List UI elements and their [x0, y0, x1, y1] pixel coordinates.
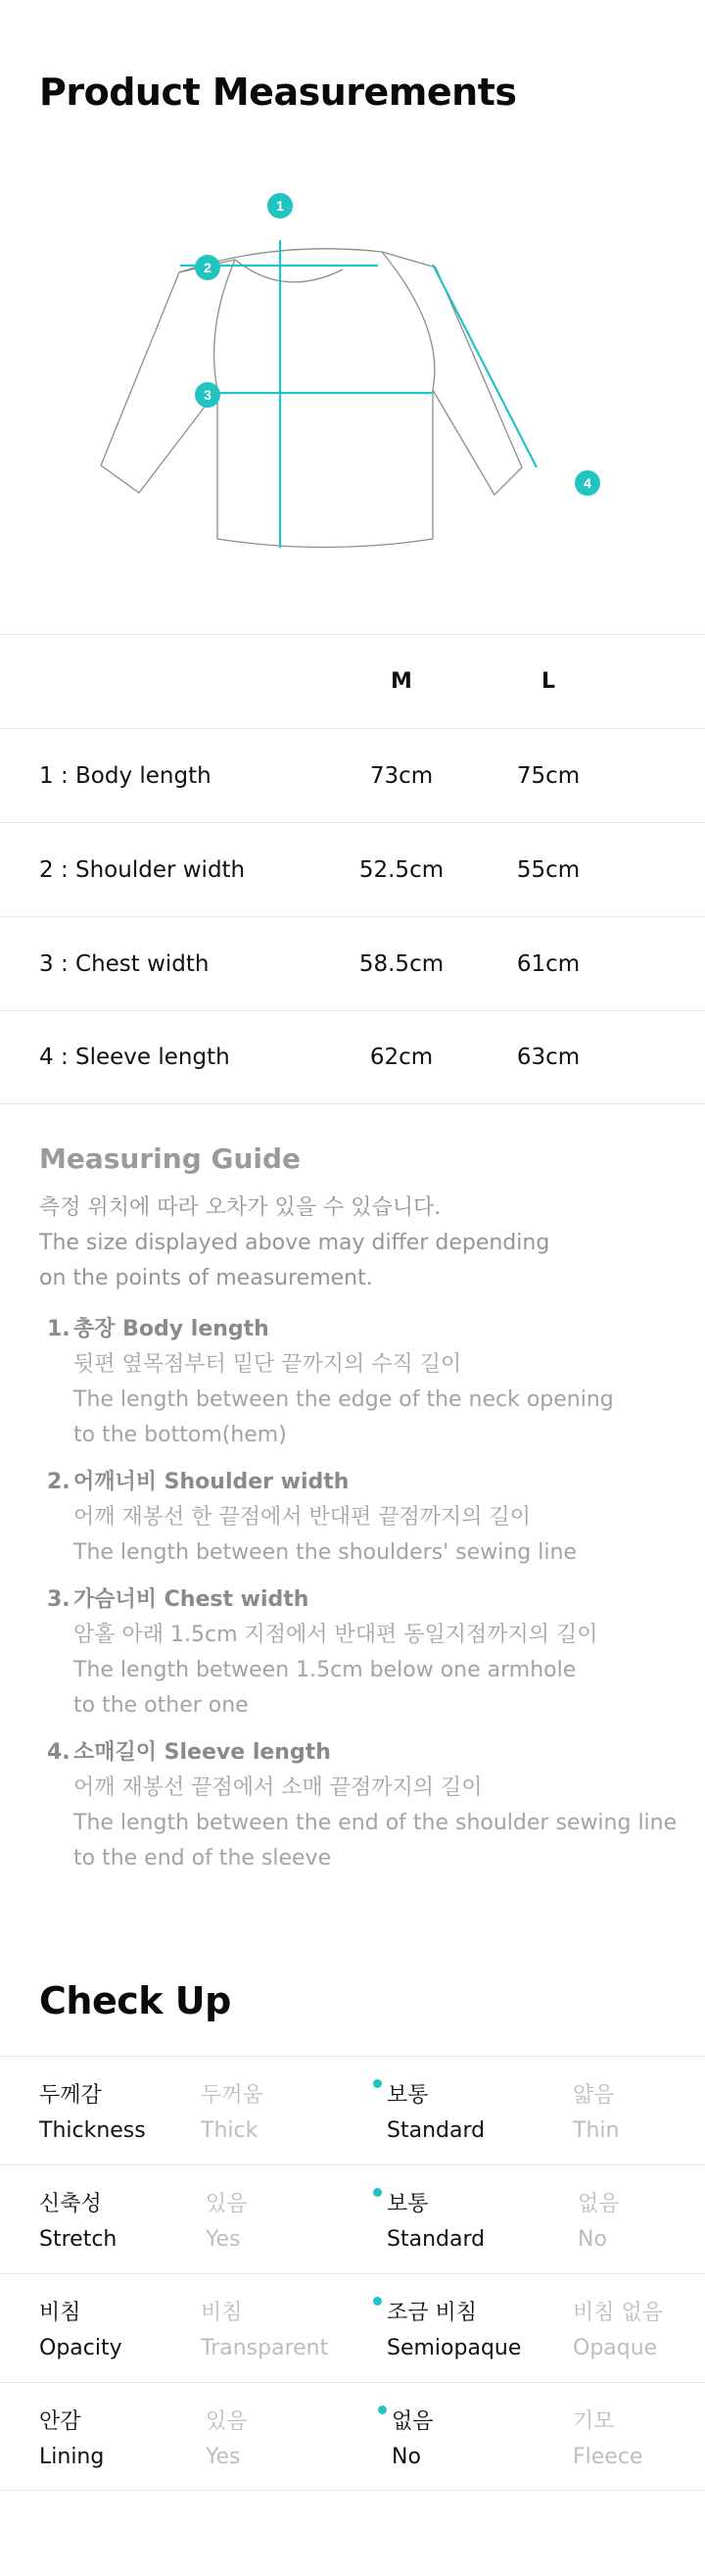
option-3: [573, 2405, 642, 2475]
option-3: [573, 2078, 619, 2149]
size-l-header: L: [540, 669, 556, 694]
option-1: [206, 2405, 248, 2475]
label-ko: 신축성: [39, 2192, 102, 2216]
item-text: 암홀 아래 1.5cm 지점에서 반대편 동일지점까지의 길이: [73, 1623, 598, 1647]
item-text: The length between the end of the shoulder sewing line: [73, 1811, 678, 1835]
marker-4-label: 4: [584, 475, 591, 491]
option-en: Semiopaque: [387, 2336, 522, 2360]
label-ko: 비침: [39, 2301, 81, 2325]
option-ko: 두꺼움: [201, 2083, 263, 2108]
checkup-row-opacity: [0, 2273, 705, 2382]
selected-dot-icon: [378, 2406, 387, 2414]
marker-3-label: 3: [204, 387, 212, 403]
option-ko: 없음: [392, 2409, 434, 2434]
selected-dot-icon: [373, 2297, 382, 2306]
option-ko: 비침: [201, 2301, 243, 2325]
option-ko: 있음: [206, 2409, 248, 2434]
item-number: 3.: [47, 1587, 70, 1612]
label-en: Thickness: [39, 2118, 146, 2143]
label-en: Opacity: [39, 2336, 122, 2360]
item-text: to the end of the sleeve: [73, 1846, 332, 1871]
row-value-m: 73cm: [369, 762, 434, 789]
option-ko: 있음: [206, 2192, 248, 2216]
row-value-m: 52.5cm: [358, 856, 445, 883]
table-row: [0, 728, 705, 822]
marker-1-label: 1: [276, 198, 284, 214]
option-ko: 없음: [578, 2192, 620, 2216]
item-number: 1.: [47, 1317, 70, 1341]
table-header-row: [0, 634, 705, 728]
list-item: [39, 1582, 685, 1724]
row-value-m: 62cm: [369, 1045, 434, 1070]
item-heading: 어깨너비 Shoulder width: [73, 1470, 350, 1494]
item-text: to the bottom(hem): [73, 1423, 287, 1447]
checkup-title: Check Up: [39, 1979, 231, 2022]
item-number: 4.: [47, 1740, 70, 1765]
item-text: The length between 1.5cm below one armhole: [73, 1658, 577, 1682]
option-en: Standard: [387, 2118, 486, 2143]
row-value-l: 75cm: [516, 762, 581, 789]
option-en: Yes: [206, 2445, 241, 2469]
item-text: 뒷편 옆목점부터 밑단 끝까지의 수직 길이: [73, 1352, 462, 1377]
item-heading: 소매길이 Sleeve length: [73, 1740, 331, 1765]
item-text: The length between the edge of the neck opening: [73, 1387, 614, 1412]
table-row: [0, 1010, 705, 1104]
list-item: [39, 1312, 685, 1453]
list-item: [39, 1735, 685, 1876]
option-ko: 조금 비침: [387, 2301, 478, 2325]
label-en: Stretch: [39, 2227, 118, 2252]
row-value-l: 55cm: [516, 856, 581, 883]
option-en: Thin: [573, 2118, 620, 2143]
marker-2-icon: [195, 255, 220, 280]
item-text: The length between the shoulders' sewing line: [73, 1540, 577, 1565]
selected-dot-icon: [373, 2079, 382, 2088]
checkup-row-stretch: [0, 2164, 705, 2273]
option-en: Yes: [206, 2227, 241, 2252]
option-2-selected: [387, 2187, 485, 2258]
checkup-label: [39, 2296, 122, 2366]
selected-dot-icon: [373, 2188, 382, 2197]
checkup-label: [39, 2187, 117, 2258]
row-value-m: 58.5cm: [358, 950, 445, 977]
option-en: Thick: [201, 2118, 258, 2143]
marker-3-icon: [195, 382, 220, 408]
option-ko: 기모: [573, 2409, 615, 2434]
option-ko: 보통: [387, 2083, 429, 2108]
option-ko: 비침 없음: [573, 2301, 664, 2325]
guide-title: Measuring Guide: [39, 1142, 302, 1175]
option-1: [201, 2078, 263, 2149]
marker-2-label: 2: [204, 260, 212, 275]
row-label: 3 : Chest width: [39, 950, 210, 977]
measurement-table: [0, 634, 705, 1104]
item-text: 어깨 재봉선 한 끝점에서 반대편 끝점까지의 길이: [73, 1505, 532, 1530]
marker-4-icon: [575, 470, 600, 496]
option-2-selected: [387, 2078, 485, 2149]
label-en: Lining: [39, 2445, 105, 2469]
checkup-table: [0, 2056, 705, 2491]
garment-diagram: [78, 181, 627, 573]
item-text: to the other one: [73, 1693, 249, 1718]
row-label: 2 : Shoulder width: [39, 856, 246, 883]
measurements-title: Product Measurements: [39, 71, 517, 114]
row-label: 4 : Sleeve length: [39, 1045, 230, 1070]
table-row: [0, 822, 705, 916]
option-en: Fleece: [573, 2445, 643, 2469]
checkup-label: [39, 2078, 146, 2149]
sweatshirt-outline-icon: [78, 181, 627, 573]
item-text: 어깨 재봉선 끝점에서 소매 끝점까지의 길이: [73, 1775, 483, 1800]
option-ko: 보통: [387, 2192, 429, 2216]
list-item: [39, 1465, 685, 1571]
item-number: 2.: [47, 1470, 70, 1494]
marker-1-icon: [267, 193, 293, 219]
option-en: No: [392, 2445, 421, 2469]
option-1: [201, 2296, 328, 2366]
table-row: [0, 916, 705, 1010]
option-3: [573, 2296, 663, 2366]
label-ko: 안감: [39, 2409, 81, 2434]
checkup-row-lining: [0, 2382, 705, 2491]
option-1: [206, 2187, 248, 2258]
option-en: Opaque: [573, 2336, 658, 2360]
row-value-l: 63cm: [516, 1045, 581, 1070]
option-en: No: [578, 2227, 607, 2252]
option-en: Transparent: [201, 2336, 329, 2360]
measuring-guide: [39, 1142, 685, 1888]
guide-list: [39, 1312, 685, 1876]
guide-intro-en-1: The size displayed above may differ depending: [39, 1231, 550, 1255]
option-ko: 얇음: [573, 2083, 615, 2108]
option-3: [578, 2187, 620, 2258]
guide-intro-ko: 측정 위치에 따라 오차가 있을 수 있습니다.: [39, 1195, 442, 1220]
guide-intro-en-2: on the points of measurement.: [39, 1266, 373, 1290]
row-value-l: 61cm: [516, 950, 581, 977]
option-2-selected: [392, 2405, 434, 2475]
item-heading: 총장 Body length: [73, 1317, 269, 1341]
size-m-header: M: [391, 669, 412, 694]
checkup-label: [39, 2405, 104, 2475]
option-2-selected: [387, 2296, 521, 2366]
option-en: Standard: [387, 2227, 486, 2252]
checkup-row-thickness: [0, 2056, 705, 2164]
item-heading: 가슴너비 Chest width: [73, 1587, 309, 1612]
label-ko: 두께감: [39, 2083, 102, 2108]
row-label: 1 : Body length: [39, 762, 212, 789]
